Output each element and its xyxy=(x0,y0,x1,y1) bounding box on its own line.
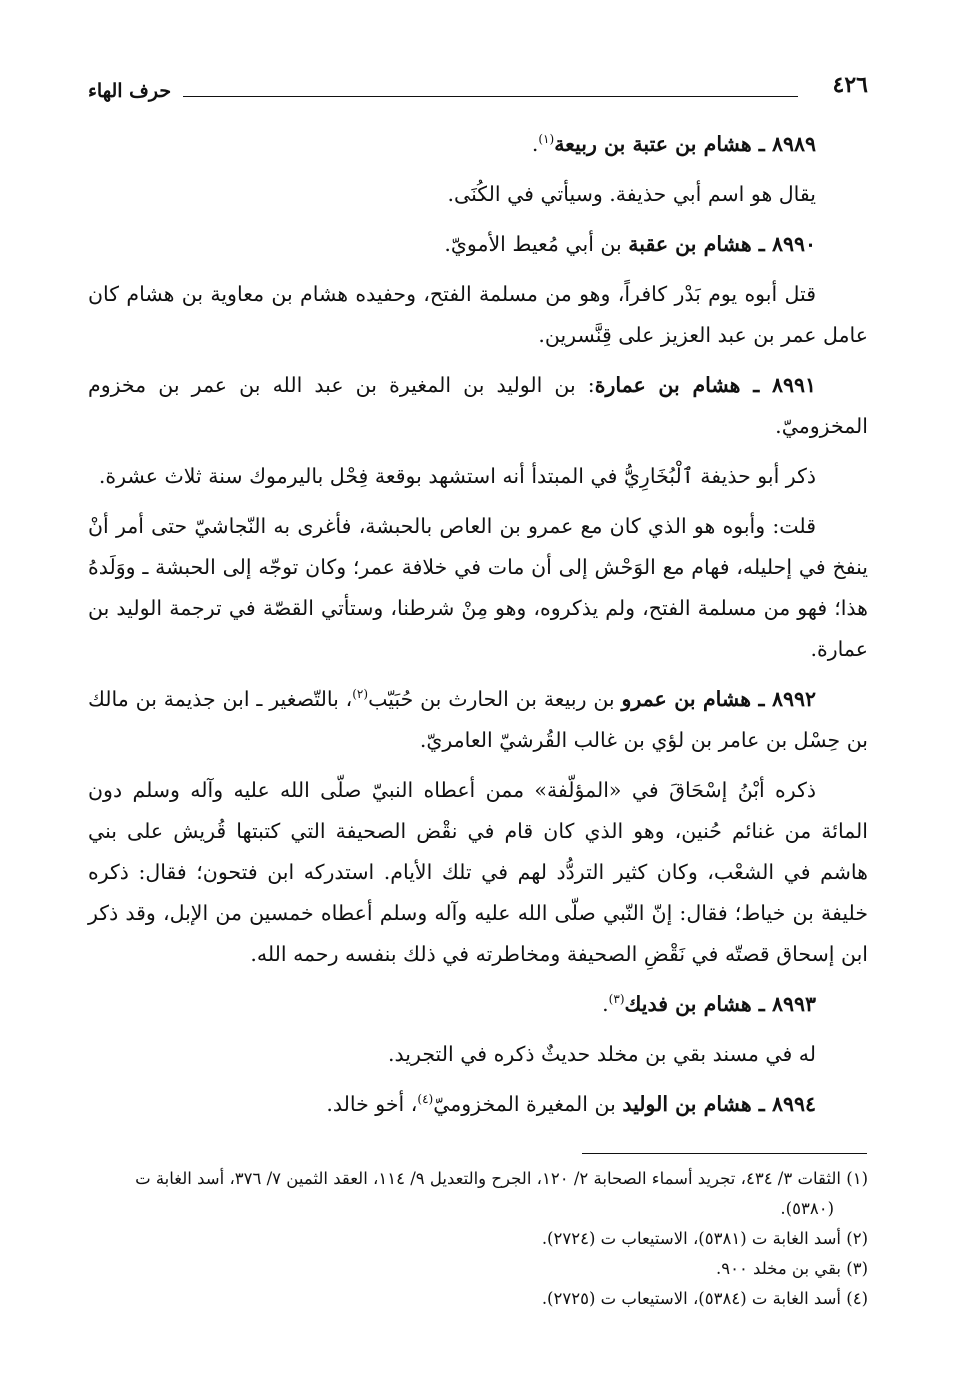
entry-8989: ٨٩٨٩ ـ هشام بن عتبة بن ربيعة$^{(١)}$. xyxy=(531,132,816,156)
footnote-ref: (٣) xyxy=(608,992,625,1007)
entry-8989-paragraph: يقال هو اسم أبي حذيفة. وسيأتي في الكُنَى. xyxy=(447,182,816,206)
entry-8992: ٨٩٩٢ ـ هشام بن عمرو بن ربيعة بن الحارث بن حُبَيّب$^{(٢)}$، بالتّصغير ـ ابن جذيمة بن مالك بن حِسْل بن عامر بن لؤي بن غالب القُرشيّ العامريّ. xyxy=(88,687,868,752)
entry-number: ٨٩٩٤ xyxy=(771,1092,816,1116)
entry-8993-paragraph: له في مسند بقي بن مخلد حديثٌ ذكره في التجريد. xyxy=(388,1042,816,1066)
entry-name: هشام بن عتبة بن ربيعة xyxy=(554,132,752,156)
page-number: ٤٢٦ xyxy=(832,72,868,98)
entry-number: ٨٩٩١ xyxy=(771,373,816,397)
entry-8990: ٨٩٩٠ ـ هشام بن عقبة بن أبي مُعيط الأمويّ. xyxy=(444,232,816,256)
footnote-ref: (٤) xyxy=(417,1092,434,1107)
entry-8994: ٨٩٩٤ ـ هشام بن الوليد بن المغيرة المخزوميّ$^{(٤)}$، أخو خالد. xyxy=(326,1092,816,1116)
entry-8991: ٨٩٩١ ـ هشام بن عمارة: بن الوليد بن المغيرة بن عبد الله بن عمر بن مخزوم المخزوميّ. xyxy=(88,373,868,438)
footnote-4: (٤) أسد الغابة ت (٥٣٨٤)، الاستيعاب ت (٢٧٢٥). xyxy=(541,1289,868,1308)
entry-text: بن ربيعة بن الحارث بن حُبَيّب xyxy=(368,687,622,711)
entry-number: ٨٩٩٣ xyxy=(771,992,816,1016)
running-header xyxy=(88,66,868,110)
entry-number: ٨٩٩٢ xyxy=(771,687,816,711)
entry-name: هشام بن عمرو xyxy=(621,687,752,711)
entry-number: ٨٩٩٠ xyxy=(771,232,816,256)
entry-text-cont: ، أخو خالد. xyxy=(326,1092,418,1116)
footnote-3: (٣) بقي بن مخلد ٩٠٠. xyxy=(715,1259,868,1278)
entry-name: هشام بن الوليد xyxy=(622,1092,752,1116)
entry-name: هشام بن عمارة xyxy=(594,373,741,397)
entry-text: : بن الوليد بن المغيرة بن عبد الله بن عمر بن مخزوم المخزوميّ. xyxy=(88,373,868,438)
footnote-2: (٢) أسد الغابة ت (٥٣٨١)، الاستيعاب ت (٢٧٢٤). xyxy=(541,1229,868,1248)
header-rule xyxy=(183,96,798,97)
entry-number: ٨٩٨٩ xyxy=(771,132,816,156)
entry-name: هشام بن عقبة xyxy=(628,232,752,256)
entry-8993: ٨٩٩٣ ـ هشام بن فديك$^{(٣)}$. xyxy=(602,992,816,1016)
entry-text: بن أبي مُعيط الأمويّ. xyxy=(444,232,629,256)
footnote-rule xyxy=(582,1153,867,1154)
footnote-ref: (١) xyxy=(538,132,555,147)
entry-8991-paragraph-1: ذكر أبو حذيفة ٱلْبُخَارِيُّ في المبتدأ أنه استشهد بوقعة فِحْل باليرموك سنة ثلاث عشرة. xyxy=(98,464,816,488)
entry-text: . xyxy=(602,992,609,1016)
entry-8991-paragraph-2: قلت: وأبوه هو الذي كان مع عمرو بن العاص بالحبشة، فأغرى به النّجاشيّ حتى أمر أنْ ينفخ في إحليله، فهام مع الوَحْش إلى أن مات في خلافة عمر؛ وكان توجّه إلى الحبشة ـ ووَلَدهُ هذا؛ فهو من مسلمة الفتح، ولم يذكروه، وهو مِنْ شرطنا، وستأتي القصّة في ترجمة الوليد بن عمارة. xyxy=(88,514,868,661)
entry-text: بن المغيرة المخزوميّ xyxy=(433,1092,623,1116)
footnotes xyxy=(88,1164,868,1314)
footnote-ref: (٢) xyxy=(352,687,369,702)
entry-8992-paragraph: ذكره أبْنُ إسْحَاقَ في «المؤلّفة» ممن أعطاه النبيّ صلّى الله عليه وآله وسلم دون المائة من غنائم حُنين، وهو الذي كان قام في نقْض الصحيفة التي كتبتها قُريش على بني هاشم في الشعْب، وكان كثير التردُّد لهم في تلك الأيام. استدركه ابن فتحون؛ فقال: ذكره خليفة بن خياط؛ فقال: إنّ النّبي صلّى الله عليه وآله وسلم أعطاه خمسين من الإبل، وقد ذكر ابن إسحاق قصتّه في نَقْضِ الصحيفة ومخاطرته في ذلك بنفسه رحمه الله. xyxy=(88,778,868,966)
footnote-1: (١) الثقات ٣/ ٤٣٤، تجريد أسماء الصحابة ٢/ ١٢٠، الجرح والتعديل ٩/ ١١٤، العقد الثمين ٧/ ٣٧٦، أسد الغابة ت (٥٣٨٠). xyxy=(135,1169,868,1218)
page-body xyxy=(88,124,868,1134)
entry-8990-paragraph: قتل أبوه يوم بَدْر كافراً، وهو من مسلمة الفتح، وحفيده هشام بن معاوية بن هشام كان عامل عمر بن عبد العزيز على قِنَّسرين. xyxy=(88,282,868,347)
entry-text-cont: ، بالتّصغير ـ ابن جذيمة بن مالك بن حِسْل بن عامر بن لؤي بن غالب القُرشيّ العامريّ. xyxy=(88,687,868,752)
chapter-title: حرف الهاء xyxy=(88,80,172,102)
entry-text: . xyxy=(531,132,539,156)
entry-name: هشام بن فديك xyxy=(624,992,752,1016)
